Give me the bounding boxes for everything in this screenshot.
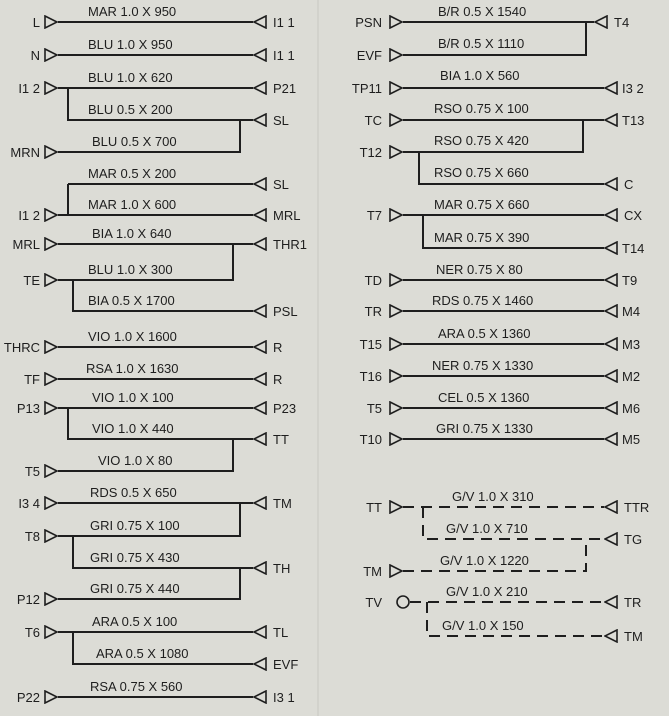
label-t9: T9: [622, 273, 638, 288]
wire-label: CEL 0.5 X 1360: [438, 390, 530, 405]
wire-label: G/V 1.0 X 210: [446, 584, 528, 599]
wire-label: G/V 1.0 X 710: [446, 521, 528, 536]
label-evf-b: EVF: [356, 48, 382, 63]
wire-label: BLU 0.5 X 200: [88, 102, 173, 117]
label-th: TH: [273, 561, 291, 576]
label-tf: TF: [24, 372, 40, 387]
label-tm: TM: [273, 496, 292, 511]
label-tc: TC: [364, 113, 382, 128]
tv-circle-terminal: [397, 596, 409, 608]
label-m5: M5: [622, 432, 641, 447]
wire-label: RSA 1.0 X 1630: [86, 361, 179, 376]
label-t10: T10: [359, 432, 382, 447]
wire-label: BLU 0.5 X 700: [92, 134, 177, 149]
wire-label: RSO 0.75 X 420: [434, 133, 529, 148]
wire-label: MAR 0.5 X 200: [88, 166, 177, 181]
label-l: L: [32, 15, 40, 30]
label-ttr: TTR: [624, 500, 650, 515]
wire-label: BLU 1.0 X 950: [88, 37, 173, 52]
label-thr1: THR1: [273, 237, 307, 252]
label-i3-1: I3 1: [273, 690, 295, 705]
label-p12: P12: [16, 592, 40, 607]
label-t8: T8: [24, 529, 40, 544]
wire-label: GRI 0.75 X 440: [90, 581, 180, 596]
label-psl: PSL: [273, 304, 298, 319]
wire-label: MAR 0.75 X 390: [434, 230, 530, 245]
label-tt-b: TT: [366, 500, 382, 515]
label-mrl-b: MRL: [273, 208, 301, 223]
label-sl: SL: [273, 113, 289, 128]
label-t7: T7: [366, 208, 382, 223]
label-tg: TG: [624, 532, 643, 547]
wire-label: BLU 1.0 X 300: [88, 262, 173, 277]
label-t12: T12: [359, 145, 382, 160]
wire-label: VIO 1.0 X 100: [92, 390, 174, 405]
left-wire-labels: [86, 4, 189, 694]
wire-label: NER 0.75 X 80: [436, 262, 523, 277]
label-t6: T6: [24, 625, 40, 640]
label-t5: T5: [24, 464, 40, 479]
wire-label: RDS 0.5 X 650: [90, 485, 177, 500]
label-t15: T15: [359, 337, 382, 352]
wire-label: ARA 0.5 X 1080: [96, 646, 189, 661]
wire-label: BIA 1.0 X 560: [440, 68, 520, 83]
label-td: TD: [364, 273, 382, 288]
label-tv: TV: [365, 595, 382, 610]
label-tr-b: TR: [624, 595, 642, 610]
label-evf: EVF: [273, 657, 299, 672]
label-mrn: MRN: [10, 145, 40, 160]
label-tp11: TP11: [351, 81, 382, 96]
label-mrl: MRL: [12, 237, 40, 252]
wire-label: ARA 0.5 X 1360: [438, 326, 531, 341]
label-p23: P23: [273, 401, 297, 416]
label-c: C: [624, 177, 634, 192]
label-t14: T14: [622, 241, 645, 256]
wire-label: ARA 0.5 X 100: [92, 614, 178, 629]
wire-label: RSO 0.75 X 100: [434, 101, 529, 116]
label-sl-b: SL: [273, 177, 289, 192]
label-i3-2: I3 2: [622, 81, 644, 96]
label-cx: CX: [624, 208, 643, 223]
right-source-labels: [352, 15, 382, 610]
label-i1-1: I1 1: [273, 15, 295, 30]
wire-label: RDS 0.75 X 1460: [432, 293, 534, 308]
label-t5-b: T5: [366, 401, 382, 416]
label-p13: P13: [16, 401, 40, 416]
label-i1-2-b: I1 2: [18, 208, 40, 223]
label-psn: PSN: [355, 15, 382, 30]
label-i1-2: I1 2: [18, 81, 40, 96]
label-r: R: [273, 340, 283, 355]
label-t4: T4: [614, 15, 630, 30]
label-n: N: [30, 48, 40, 63]
wire-label: G/V 1.0 X 150: [442, 618, 524, 633]
label-tm-b: TM: [363, 564, 382, 579]
wire-label: NER 0.75 X 1330: [432, 358, 534, 373]
wire-label: MAR 1.0 X 950: [88, 4, 177, 19]
label-tm-c: TM: [624, 629, 643, 644]
label-i1-1-b: I1 1: [273, 48, 295, 63]
label-r-b: R: [273, 372, 283, 387]
wire-label: RSA 0.75 X 560: [90, 679, 183, 694]
label-tl: TL: [273, 625, 289, 640]
wire-label: BLU 1.0 X 620: [88, 70, 173, 85]
wire-label: BIA 1.0 X 640: [92, 226, 172, 241]
label-m6: M6: [622, 401, 641, 416]
label-i3-4: I3 4: [18, 496, 40, 511]
wire-label: B/R 0.5 X 1540: [438, 4, 527, 19]
wire-label: GRI 0.75 X 430: [90, 550, 180, 565]
wire-label: VIO 1.0 X 1600: [88, 329, 177, 344]
wire-label: GRI 0.75 X 100: [90, 518, 180, 533]
label-thrc: THRC: [3, 340, 40, 355]
label-tt: TT: [273, 432, 289, 447]
wire-label: GRI 0.75 X 1330: [436, 421, 533, 436]
label-p21: P21: [273, 81, 297, 96]
label-m4: M4: [622, 304, 641, 319]
wire-label: MAR 1.0 X 600: [88, 197, 177, 212]
wire-label: B/R 0.5 X 1110: [438, 36, 525, 51]
wire-label: VIO 1.0 X 80: [98, 453, 173, 468]
wire-label: G/V 1.0 X 310: [452, 489, 534, 504]
label-tr: TR: [364, 304, 382, 319]
label-m3: M3: [622, 337, 641, 352]
wire-label: MAR 0.75 X 660: [434, 197, 530, 212]
wire-label: G/V 1.0 X 1220: [440, 553, 529, 568]
left-destination-labels: [273, 15, 307, 705]
label-te: TE: [23, 273, 40, 288]
wire-label: VIO 1.0 X 440: [92, 421, 174, 436]
label-t16: T16: [359, 369, 382, 384]
label-t13: T13: [622, 113, 645, 128]
label-p22: P22: [16, 690, 40, 705]
right-destination-labels: [614, 15, 649, 644]
wire-label: BIA 0.5 X 1700: [88, 293, 175, 308]
wire-label: RSO 0.75 X 660: [434, 165, 529, 180]
left-source-labels: [4, 15, 40, 705]
label-m2: M2: [622, 369, 641, 384]
